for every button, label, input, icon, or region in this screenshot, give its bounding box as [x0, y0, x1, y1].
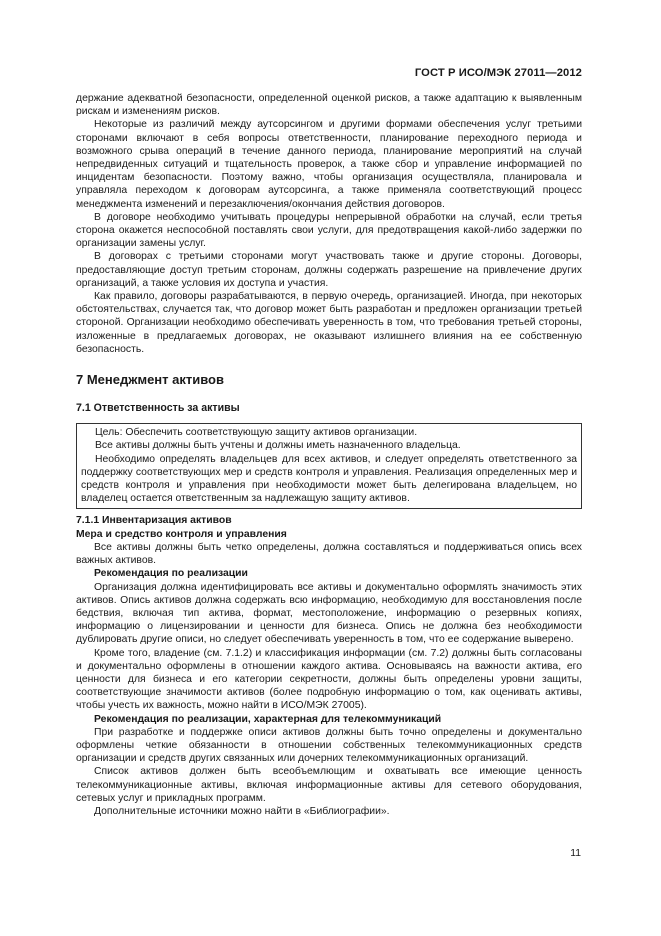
telecom-paragraph: Дополнительные источники можно найти в «Библиографии». — [94, 805, 390, 817]
recommendation-heading: Рекомендация по реализации — [94, 568, 248, 580]
goal-box — [76, 423, 582, 509]
goal-line: Цель: Обеспечить соответствующую защиту активов организации. — [95, 427, 418, 439]
telecom-heading: Рекомендация по реализации, характерная для телекоммуникаций — [94, 713, 442, 725]
measure-heading: Мера и средство контроля и управления — [76, 528, 287, 540]
paragraph-continuation: держание адекватной безопасности, определенной оценкой рисков, а также адаптацию к выявленным рискам и изменениям рисков. — [76, 93, 582, 118]
document-code-header: ГОСТ Р ИСО/МЭК 27011—2012 — [414, 67, 582, 79]
goal-line: Необходимо определять владельцев для всех активов, и следует определять ответственного за поддержку соответствующих мер и средств контроля и управления. Реализация определенных мер и средств контроля и управления при необходимости может быть делегирована владельцем, но владелец остается ответственным за надлежащую защиту активов. — [81, 453, 577, 505]
section-title: 7 Менеджмент активов — [76, 372, 224, 388]
recommendation-paragraph: Кроме того, владение (см. 7.1.2) и классификация информации (см. 7.2) должны быть согласованы и документально оформлены в отношении каждого актива. Основываясь на важности актива, его ценности для бизнеса и его категории секретности, должны быть определены уровни защиты, соответствующие значимости активов (более подробную информацию о том, как оценивать активы, чтобы учесть их важность, можно найти в ИСО/МЭК 27005). — [76, 647, 582, 712]
telecom-paragraph: При разработке и поддержке описи активов должны быть точно определены и документально оформлены четкие обязанности в отношении собственных телекоммуникационных средств организации и средств других связанных или дочерних телекоммуникационных организаций. — [76, 726, 582, 765]
goal-line: Все активы должны быть учтены и должны иметь назначенного владельца. — [95, 440, 461, 452]
telecom-paragraph: Список активов должен быть всеобъемлющим и охватывать все имеющие ценность телекоммуникационные активы, включая информационные активы для сетевого оборудования, сетевых услуг и прикладных программ. — [76, 766, 582, 804]
document-body — [76, 92, 582, 818]
measure-text: Все активы должны быть четко определены, должна составляться и поддерживаться опись всех важных активов. — [76, 541, 582, 567]
paragraph-other-parties: В договорах с третьими сторонами могут участвовать также и другие стороны. Договоры, предоставляющие доступ третьим сторонам, должны содержать разрешение на привлечение других организаций, а также условия их доступа и участия. — [76, 251, 582, 289]
paragraph-outsourcing: Некоторые из различий между аутсорсингом и другими формами обеспечения услуг третьими сторонами включают в себя вопросы ответственности, планирование переходного периода и возможного срыва операций в течение данного периода, планирование мероприятий на случай непредвиденных ситуаций и тщательность проверок, а также сбор и управление информацией по инцидентам безопасности. Поэтому важно, чтобы организация осуществляла, планировала и управляла переходом к договорам аутсорсинга, а также применяла соответствующий процесс менеджмента изменений и перезаключения/окончания действия договоров. — [76, 119, 582, 210]
subsection-title: 7.1 Ответственность за активы — [76, 402, 240, 415]
clause-title: 7.1.1 Инвентаризация активов — [76, 515, 232, 527]
paragraph-contracts: Как правило, договоры разрабатываются, в первую очередь, организацией. Иногда, при некоторых обстоятельствах, случается так, что договор может быть разработан и предложен организации третьей стороной. Организации необходимо обеспечивать уверенность в том, что требования третьей стороны, изложенные в предлагаемых договорах, не оказывают излишнего влияния на ее собственную безопасность. — [76, 291, 582, 355]
recommendation-paragraph: Организация должна идентифицировать все активы и документально оформлять значимость этих активов. Опись активов должна содержать всю информацию, необходимую для восстановления после бедствия, включая тип актива, формат, местоположение, информацию о резервных копиях, информацию о лицензировании и ценности для бизнеса. Опись не должна без необходимости дублировать другие описи, но следует обеспечивать уверенность в том, что ее содержание выверено. — [76, 581, 582, 646]
paragraph-continuity: В договоре необходимо учитывать процедуры непрерывной обработки на случай, если третья сторона окажется неспособной поставлять свои услуги, для предотвращения какой-либо задержки по организации замены услуг. — [76, 211, 582, 250]
page-number: 11 — [570, 848, 581, 859]
